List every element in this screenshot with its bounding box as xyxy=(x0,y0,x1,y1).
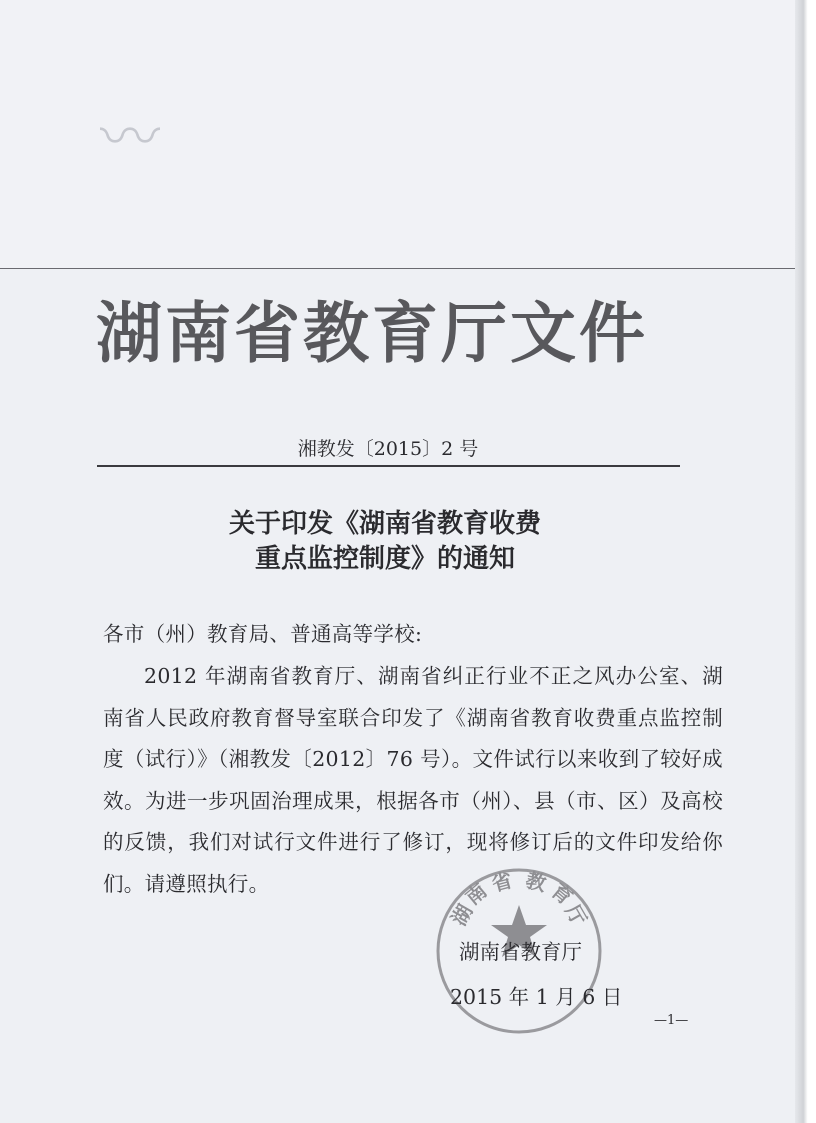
issuer-signature: 湖南省教育厅 xyxy=(459,940,582,964)
overlapping-previous-page xyxy=(0,0,795,269)
notice-title-line-1: 关于印发《湖南省教育收费 xyxy=(228,509,541,539)
header-divider xyxy=(97,465,680,467)
addressee: 各市（州）教育局、普通高等学校: xyxy=(103,622,423,646)
body-paragraph: 2012 年湖南省教育厅、湖南省纠正行业不正之风办公室、湖南省人民政府教育督导室联合印发了《湖南省教育收费重点监控制度（试行）》（湘教发〔2012〕76 号）。文件试行以来收到了较好成效。为进一步巩固治理成果，根据各市（州）、县（市、区）及高校的反馈，我们对试行文件进行了修订，现将修订后的文件印发给你们。请遵照执行。 xyxy=(103,664,723,896)
issue-date: 2015 年 1 月 6 日 xyxy=(450,985,623,1009)
bleed-through-mark: 〰 xyxy=(100,103,160,173)
document-number: 湘教发〔2015〕2 号 xyxy=(297,438,479,460)
notice-title-line-2: 重点监控制度》的通知 xyxy=(254,544,515,574)
scanner-edge xyxy=(795,0,816,1123)
page-number: —1— xyxy=(654,1013,689,1028)
document-header-title: 湖南省教育厅文件 xyxy=(96,295,648,372)
